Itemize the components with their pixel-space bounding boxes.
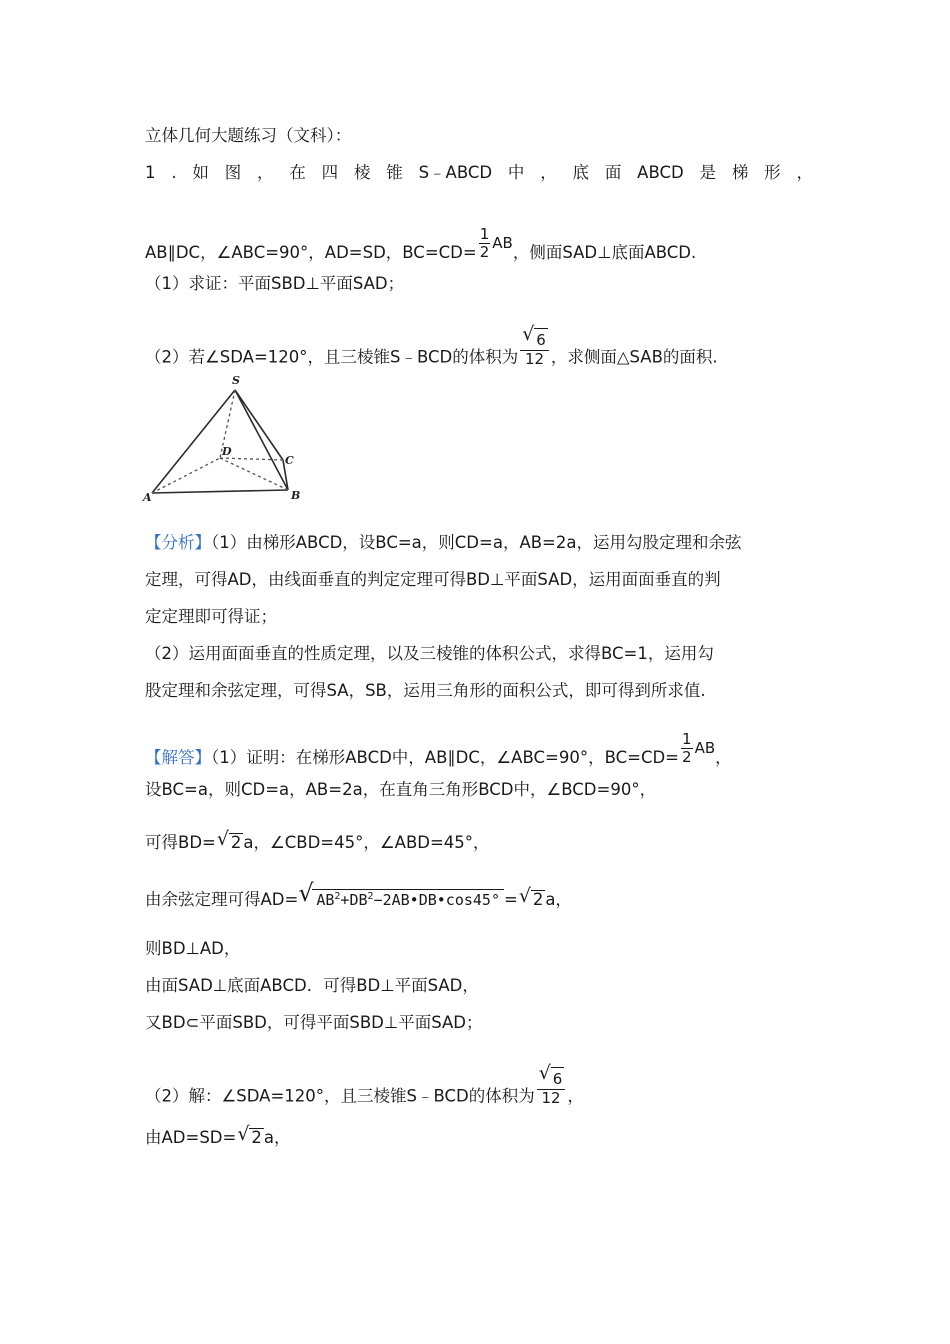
label-a: A — [143, 491, 152, 504]
edge-ad — [152, 458, 220, 493]
fraction-half — [681, 731, 693, 766]
edge-sc — [235, 390, 283, 460]
exponent: 2 — [367, 891, 374, 902]
sqrt-2 — [237, 1123, 264, 1147]
solution-line-4 — [145, 879, 572, 909]
radical-icon: √ — [522, 323, 535, 345]
exponent: 2 — [334, 891, 341, 902]
problem-number: 1 — [145, 163, 156, 182]
frac-num: 1 — [479, 225, 490, 243]
solution-text-b: a，∠CBD=45°，∠ABD=45°， — [243, 833, 490, 852]
radical-icon: √ — [237, 1123, 250, 1145]
intro-word: ， — [257, 163, 274, 182]
solution-text-b: a， — [263, 1128, 291, 1147]
solution-text-end: ， — [715, 748, 732, 767]
intro-word: 底 — [572, 163, 590, 182]
intro-word: ABCD — [637, 163, 684, 182]
solution-text: 由AD=SD= — [145, 1128, 237, 1147]
solution-text-b: a， — [545, 890, 572, 909]
solution-line-7: 又BD⊂平面SBD，可得平面SBD⊥平面SAD； — [145, 1013, 483, 1032]
expr-part: +DB — [340, 891, 368, 909]
frac-den: 12 — [524, 350, 545, 368]
solution-line-1 — [145, 730, 732, 776]
solution-line-6: 由面SAD⊥底面ABCD．可得BD⊥平面SAD， — [145, 976, 479, 995]
intro-word: 棱 — [353, 163, 371, 182]
analysis-line-5: 股定理和余弦定理，可得SA，SB，运用三角形的面积公式，即可得到所求值. — [145, 681, 706, 700]
problem-intro — [145, 165, 813, 182]
frac-den: 12 — [541, 1089, 561, 1107]
radicand: 6 — [534, 328, 548, 350]
intro-word: 四 — [321, 163, 339, 182]
frac-den: 2 — [682, 748, 692, 766]
frac-den: 2 — [479, 243, 490, 261]
radicand: 2 — [251, 1128, 262, 1147]
expr-part: AB — [316, 891, 335, 909]
radical-icon: √ — [538, 1062, 551, 1084]
sqrt-2 — [518, 885, 546, 909]
edge-db — [220, 458, 288, 490]
cond-text: AB∥DC，∠ABC=90°，AD=SD，BC=CD= — [145, 243, 477, 262]
solution-line-3 — [145, 828, 490, 852]
cosine-rule-expression — [298, 879, 504, 909]
sqrt-2 — [216, 828, 244, 852]
expr-part: −2AB•DB•cos45° — [373, 891, 500, 909]
radical-icon: √ — [518, 885, 531, 907]
intro-word: 是 — [699, 163, 717, 182]
solution-text: （1）证明：在梯形ABCD中，AB∥DC，∠ABC=90°，BC=CD= — [211, 748, 680, 767]
solution-line-9 — [145, 1123, 291, 1147]
label-d: D — [222, 445, 232, 458]
pyramid-figure — [140, 365, 315, 515]
solution-text-b: ， — [567, 1086, 584, 1106]
solution-line-5: 则BD⊥AD， — [145, 939, 241, 958]
solution-text: 由余弦定理可得AD= — [145, 890, 299, 909]
intro-word: 如 — [192, 163, 209, 182]
analysis-text: （1）由梯形ABCD，设BC=a，则CD=a，AB=2a，运用勾股定理和余弦 — [211, 533, 742, 552]
edge-ab — [152, 490, 288, 493]
equals-sign: = — [503, 890, 518, 909]
frac-num: 1 — [682, 730, 692, 748]
intro-word: ， — [540, 163, 557, 182]
radical-icon: √ — [298, 879, 314, 907]
intro-word: 锥 — [386, 163, 403, 182]
analysis-line-4: （2）运用面面垂直的性质定理，以及三棱锥的体积公式，求得BC=1，运用勾 — [145, 644, 714, 663]
intro-word: 图 — [224, 163, 242, 182]
solution-text: 可得BD= — [145, 833, 216, 852]
label-b: B — [291, 489, 301, 502]
intro-word: ， — [796, 163, 813, 182]
solution-line-2: 设BC=a，则CD=a，AB=2a，在直角三角形BCD中，∠BCD=90°， — [145, 780, 657, 799]
intro-word: 面 — [604, 163, 622, 182]
part2-text: （2）若∠SDA=120°，且三棱锥S﹣BCD的体积为 — [145, 347, 519, 367]
intro-word: 形 — [764, 163, 781, 182]
intro-word: 梯 — [731, 163, 749, 182]
edge-sa — [152, 390, 235, 493]
intro-word: S﹣ABCD — [418, 163, 493, 182]
intro-word: 在 — [289, 163, 306, 182]
radical-icon: √ — [216, 828, 229, 850]
radicand: 2 — [230, 833, 242, 852]
radicand: 2 — [532, 890, 544, 909]
intro-word: 中 — [507, 163, 525, 182]
edge-sb — [235, 390, 288, 490]
cond-text-b: ，侧面SAD⊥底面ABCD. — [512, 243, 697, 262]
analysis-line-1 — [145, 535, 741, 552]
frac-after: AB — [492, 234, 513, 252]
analysis-line-2: 定理，可得AD，由线面垂直的判定定理可得BD⊥平面SAD，运用面面垂直的判 — [145, 570, 721, 589]
radicand: 6 — [551, 1067, 565, 1089]
edge-dc — [220, 458, 283, 460]
problem-conditions — [145, 225, 697, 271]
fraction-half — [479, 226, 491, 261]
label-s: S — [232, 374, 240, 387]
analysis-line-3: 定定理即可得证； — [145, 607, 277, 626]
label-c: C — [285, 454, 294, 467]
problem-part1: （1）求证：平面SBD⊥平面SAD； — [145, 274, 405, 293]
solution-text: （2）解：∠SDA=120°，且三棱锥S﹣BCD的体积为 — [145, 1086, 535, 1106]
analysis-tag: 【分析】 — [145, 533, 211, 552]
page-title: 立体几何大题练习（文科）： — [145, 126, 352, 145]
solution-line-8 — [145, 1062, 584, 1117]
problem-dot: . — [171, 163, 177, 182]
part2-text-b: ，求侧面△SAB的面积. — [550, 347, 718, 367]
frac-after: AB — [694, 739, 716, 757]
fraction-sqrt6-over-12 — [520, 323, 549, 368]
fraction-sqrt6-over-12 — [537, 1062, 566, 1107]
solution-tag: 【解答】 — [145, 748, 211, 767]
